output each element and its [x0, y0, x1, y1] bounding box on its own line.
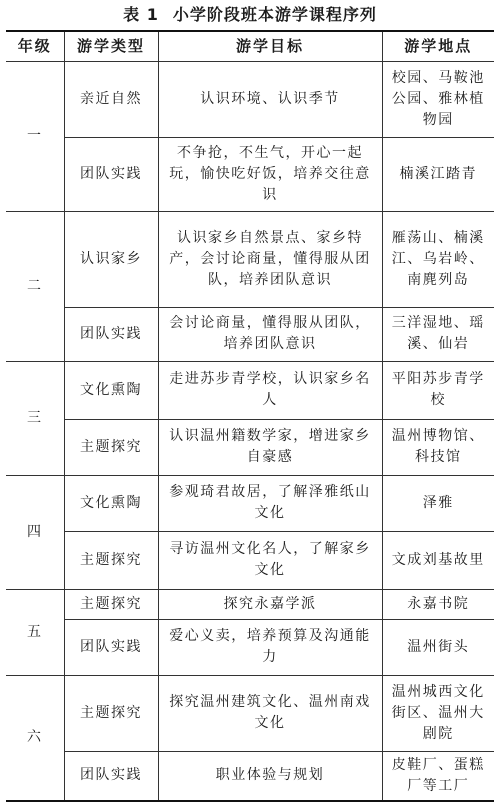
header-type: 游学类型	[64, 31, 158, 61]
goal-cell: 认识环境、认识季节	[158, 61, 382, 137]
goal-cell: 探究温州建筑文化、温州南戏文化	[158, 675, 382, 751]
table-row	[6, 137, 494, 211]
place-cell: 楠溪江踏青	[382, 137, 494, 211]
goal-cell: 走进苏步青学校，认识家乡名人	[158, 361, 382, 419]
place-cell: 文成刘基故里	[382, 531, 494, 589]
header-row	[6, 31, 494, 61]
table-row	[6, 675, 494, 751]
type-cell: 团队实践	[64, 751, 158, 801]
place-cell: 温州博物馆、科技馆	[382, 419, 494, 475]
type-cell: 文化熏陶	[64, 475, 158, 531]
goal-cell: 会讨论商量，懂得服从团队，培养团队意识	[158, 307, 382, 361]
table-row	[6, 211, 494, 307]
table-row	[6, 589, 494, 619]
type-cell: 亲近自然	[64, 61, 158, 137]
table-row	[6, 419, 494, 475]
place-cell: 温州城西文化街区、温州大剧院	[382, 675, 494, 751]
goal-cell: 职业体验与规划	[158, 751, 382, 801]
table-caption	[0, 4, 500, 26]
table-row	[6, 475, 494, 531]
place-cell: 雁荡山、楠溪江、乌岩岭、南麂列岛	[382, 211, 494, 307]
course-sequence-table	[6, 30, 494, 802]
type-cell: 主题探究	[64, 589, 158, 619]
type-cell: 文化熏陶	[64, 361, 158, 419]
grade-cell: 三	[6, 361, 64, 475]
place-cell: 泽雅	[382, 475, 494, 531]
type-cell: 认识家乡	[64, 211, 158, 307]
table-row	[6, 619, 494, 675]
header-goal: 游学目标	[158, 31, 382, 61]
table-row	[6, 531, 494, 589]
grade-cell: 五	[6, 589, 64, 675]
grade-cell: 四	[6, 475, 64, 589]
type-cell: 主题探究	[64, 675, 158, 751]
place-cell: 三洋湿地、瑶溪、仙岩	[382, 307, 494, 361]
type-cell: 团队实践	[64, 137, 158, 211]
goal-cell: 参观琦君故居，了解泽雅纸山文化	[158, 475, 382, 531]
type-cell: 团队实践	[64, 307, 158, 361]
table-row	[6, 361, 494, 419]
place-cell: 永嘉书院	[382, 589, 494, 619]
grade-cell: 一	[6, 61, 64, 211]
table-row	[6, 61, 494, 137]
type-cell: 团队实践	[64, 619, 158, 675]
place-cell: 皮鞋厂、蛋糕厂等工厂	[382, 751, 494, 801]
header-grade: 年级	[6, 31, 64, 61]
header-place: 游学地点	[382, 31, 494, 61]
table-title: 小学阶段班本游学课程序列	[172, 5, 377, 24]
type-cell: 主题探究	[64, 531, 158, 589]
place-cell: 温州街头	[382, 619, 494, 675]
goal-cell: 探究永嘉学派	[158, 589, 382, 619]
place-cell: 校园、马鞍池公园、雅林植物园	[382, 61, 494, 137]
type-cell: 主题探究	[64, 419, 158, 475]
table-row	[6, 307, 494, 361]
goal-cell: 认识温州籍数学家，增进家乡自豪感	[158, 419, 382, 475]
goal-cell: 不争抢，不生气，开心一起玩，愉快吃好饭，培养交往意识	[158, 137, 382, 211]
table-number: 表 1	[123, 5, 159, 24]
goal-cell: 爱心义卖，培养预算及沟通能力	[158, 619, 382, 675]
table-row	[6, 751, 494, 801]
grade-cell: 六	[6, 675, 64, 801]
grade-cell: 二	[6, 211, 64, 361]
place-cell: 平阳苏步青学校	[382, 361, 494, 419]
goal-cell: 认识家乡自然景点、家乡特产，会讨论商量，懂得服从团队，培养团队意识	[158, 211, 382, 307]
goal-cell: 寻访温州文化名人，了解家乡文化	[158, 531, 382, 589]
